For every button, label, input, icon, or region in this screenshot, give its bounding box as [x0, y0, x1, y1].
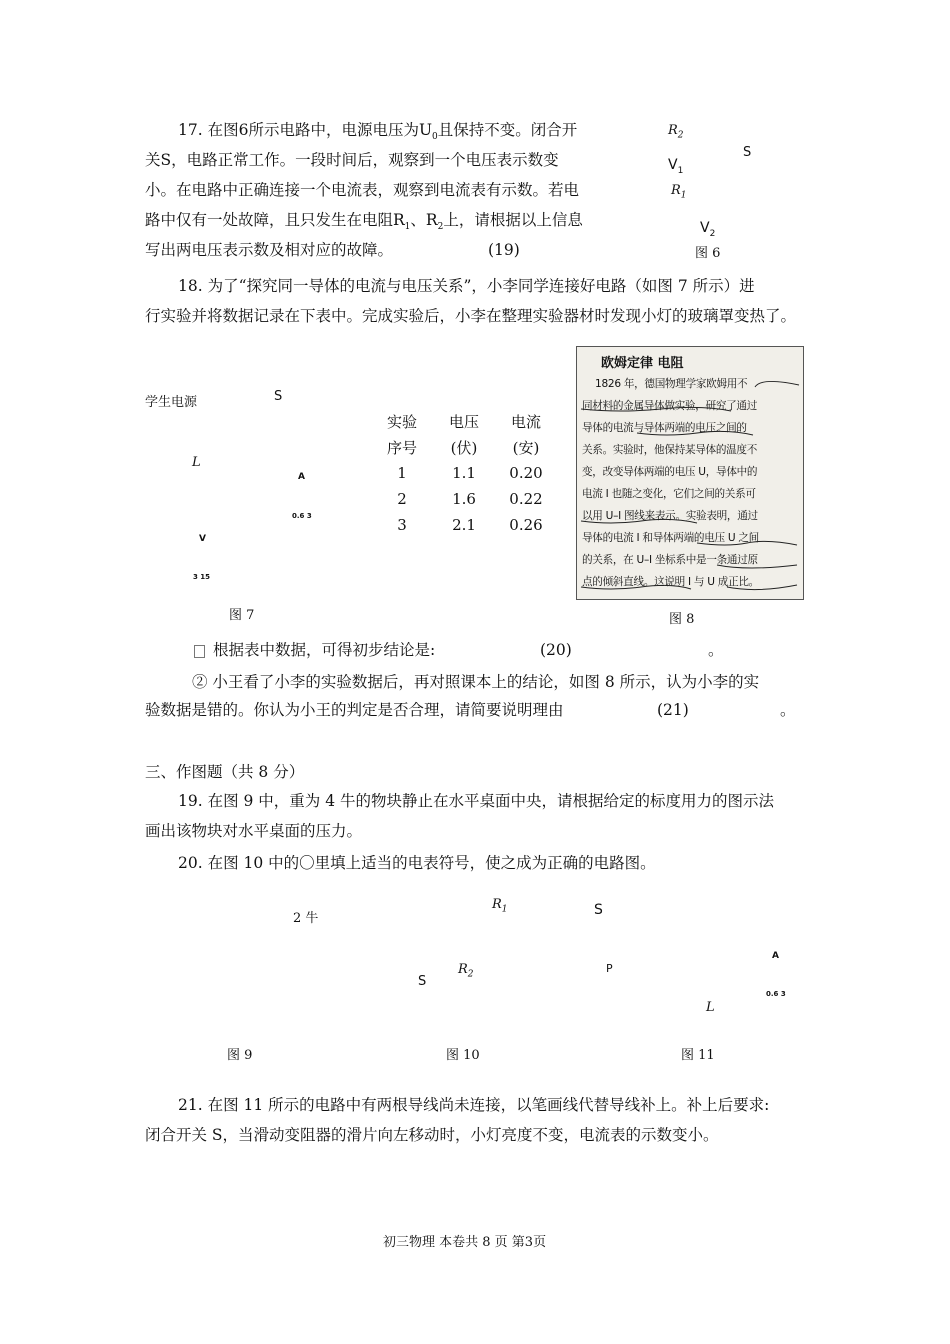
table-header: 电流: [510, 412, 541, 431]
q18-item-1-end: 。: [708, 641, 724, 659]
blank-21: (21): [657, 701, 689, 719]
fig11-slider-label: P: [606, 962, 613, 975]
q17-line-4: 路中仅有一处故障，且只发生在电阻$R_1$、$R_2$上，请根据以上信息: [145, 211, 583, 233]
fig9-scale-label: 2 牛: [293, 911, 319, 926]
fig11-caption: 图 11: [681, 1048, 715, 1063]
fig6-r1-label: $R_1$: [671, 183, 687, 201]
table-cell: 1.1: [452, 464, 476, 482]
fig11-switch-label: S: [594, 902, 603, 918]
table-cell: 0.22: [509, 490, 543, 508]
page-footer: 初三物理 本卷共 8 页 第3页: [383, 1235, 547, 1250]
table-cell: 0.26: [509, 516, 543, 534]
fig10-switch-label: S: [418, 974, 427, 989]
section-3-title: 三、作图题（共 8 分）: [145, 763, 305, 781]
blank-20: (20): [540, 641, 572, 659]
table-cell: 1.6: [452, 490, 476, 508]
q21-line-2: 闭合开关 S，当滑动变阻器的滑片向左移动时，小灯亮度不变，电流表的示数变小。: [145, 1126, 719, 1144]
table-header: 实验: [386, 412, 417, 431]
q17-line-3: 小。在电路中正确连接一个电流表，观察到电流表有示数。若电: [145, 181, 580, 199]
fig6-r2-label: $R_2$: [668, 123, 684, 141]
fig8-line: 导体的电流 I 和导体两端的电压 U 之间: [582, 532, 759, 544]
q17-line-5: 写出两电压表示数及相对应的故障。: [145, 241, 394, 259]
fig8-line: 导体的电流与导体两端的电压之间的: [582, 422, 747, 434]
fig6-switch-label: S: [743, 145, 752, 160]
fig11-ammeter-label: A: [772, 951, 779, 961]
table-header: 序号: [386, 438, 417, 457]
fig7-power-label: 学生电源: [145, 395, 198, 410]
q20-line-1: 20. 在图 10 中的〇里填上适当的电表符号，使之成为正确的电路图。: [178, 854, 656, 872]
table-header-row: [371, 434, 557, 460]
q18-line-2: 行实验并将数据记录在下表中。完成实验后，小李在整理实验器材时发现小灯的玻璃罩变热了。: [145, 307, 797, 325]
fig7-ammeter-label: A: [298, 472, 305, 482]
q18-line-1: 18. 为了“探究同一导体的电流与电压关系”，小李同学连接好电路（如图 7 所示）进: [178, 277, 755, 295]
fig7-ammeter-range: 0.6 3: [292, 512, 312, 520]
blank-19: (19): [488, 241, 520, 259]
fig7-caption: 图 7: [229, 608, 255, 623]
q18-item-1: 根据表中数据，可得初步结论是:: [213, 641, 436, 659]
table-cell: 0.20: [509, 464, 543, 482]
table-header: (伏): [450, 438, 478, 457]
q18-item-2-end: 。: [780, 701, 796, 719]
q18-item-2-line-1: ② 小王看了小李的实验数据后，再对照课本上的结论，如图 8 所示，认为小李的实: [192, 673, 760, 691]
fig7-switch-label: S: [274, 389, 283, 404]
fig6-v2-label: $V_2$: [700, 220, 716, 239]
fig7-voltmeter-label: V: [199, 534, 206, 544]
q19-line-1: 19. 在图 9 中，重为 4 牛的物块静止在水平桌面中央，请根据给定的标度用力的图示法: [178, 792, 775, 810]
fig6-caption: 图 6: [695, 246, 721, 261]
table-cell: 3: [397, 516, 407, 534]
q19-line-2: 画出该物块对水平桌面的压力。: [145, 822, 363, 840]
fig8-textbook-excerpt: [576, 346, 804, 600]
fig10-r2-label: $R_2$: [458, 962, 474, 980]
fig8-line: 点的倾斜直线。这说明 I 与 U 成正比。: [582, 576, 759, 588]
table-header: (安): [512, 438, 540, 457]
q21-line-1: 21. 在图 11 所示的电路中有两根导线尚未连接，以笔画线代替导线补上。补上后要求:: [178, 1096, 770, 1114]
fig6-v1-label: $V_1$: [668, 157, 684, 176]
table-header-row: [371, 408, 557, 434]
item-1-marker: [194, 645, 205, 658]
fig8-caption: 图 8: [669, 612, 695, 627]
fig8-line: 1826 年，德国物理学家欧姆用不: [595, 378, 748, 390]
table-cell: 2.1: [452, 516, 476, 534]
fig8-handwritten-underlines: [577, 347, 803, 599]
fig11-lamp-label: L: [706, 1000, 715, 1015]
fig7-voltmeter-range: 3 15: [193, 573, 211, 581]
data-table: [371, 408, 557, 538]
table-cell: 2: [397, 490, 407, 508]
fig11-ammeter-range: 0.6 3: [766, 990, 786, 998]
fig8-line: 电流 I 也随之变化，它们之间的关系可: [582, 488, 756, 500]
fig8-line: 关系。实验时，他保持某导体的温度不: [582, 444, 757, 456]
fig10-caption: 图 10: [446, 1048, 480, 1063]
fig8-line: 以用 U–I 图线来表示。实验表明，通过: [582, 510, 758, 522]
table-header: 电压: [448, 412, 479, 431]
table-row: [371, 460, 557, 486]
q17-line-2: 关S，电路正常工作。一段时间后，观察到一个电压表示数变: [145, 151, 559, 169]
table-cell: 1: [397, 464, 407, 482]
fig8-line: 同材料的金属导体做实验，研究了通过: [582, 400, 757, 412]
table-row: [371, 486, 557, 512]
fig9-caption: 图 9: [227, 1048, 253, 1063]
table-row: [371, 512, 557, 538]
q18-item-2-line-2: 验数据是错的。你认为小王的判定是否合理，请简要说明理由: [145, 701, 564, 719]
fig8-line: 变，改变导体两端的电压 U，导体中的: [582, 466, 758, 478]
q17-line-1: 17. 在图6所示电路中，电源电压为$U_0$且保持不变。闭合开: [178, 121, 578, 143]
fig7-lamp-label: L: [192, 455, 201, 470]
fig8-line: 的关系，在 U–I 坐标系中是一条通过原: [582, 554, 758, 566]
fig10-r1-label: $R_1$: [492, 897, 508, 915]
fig8-title: 欧姆定律 电阻: [601, 356, 684, 371]
